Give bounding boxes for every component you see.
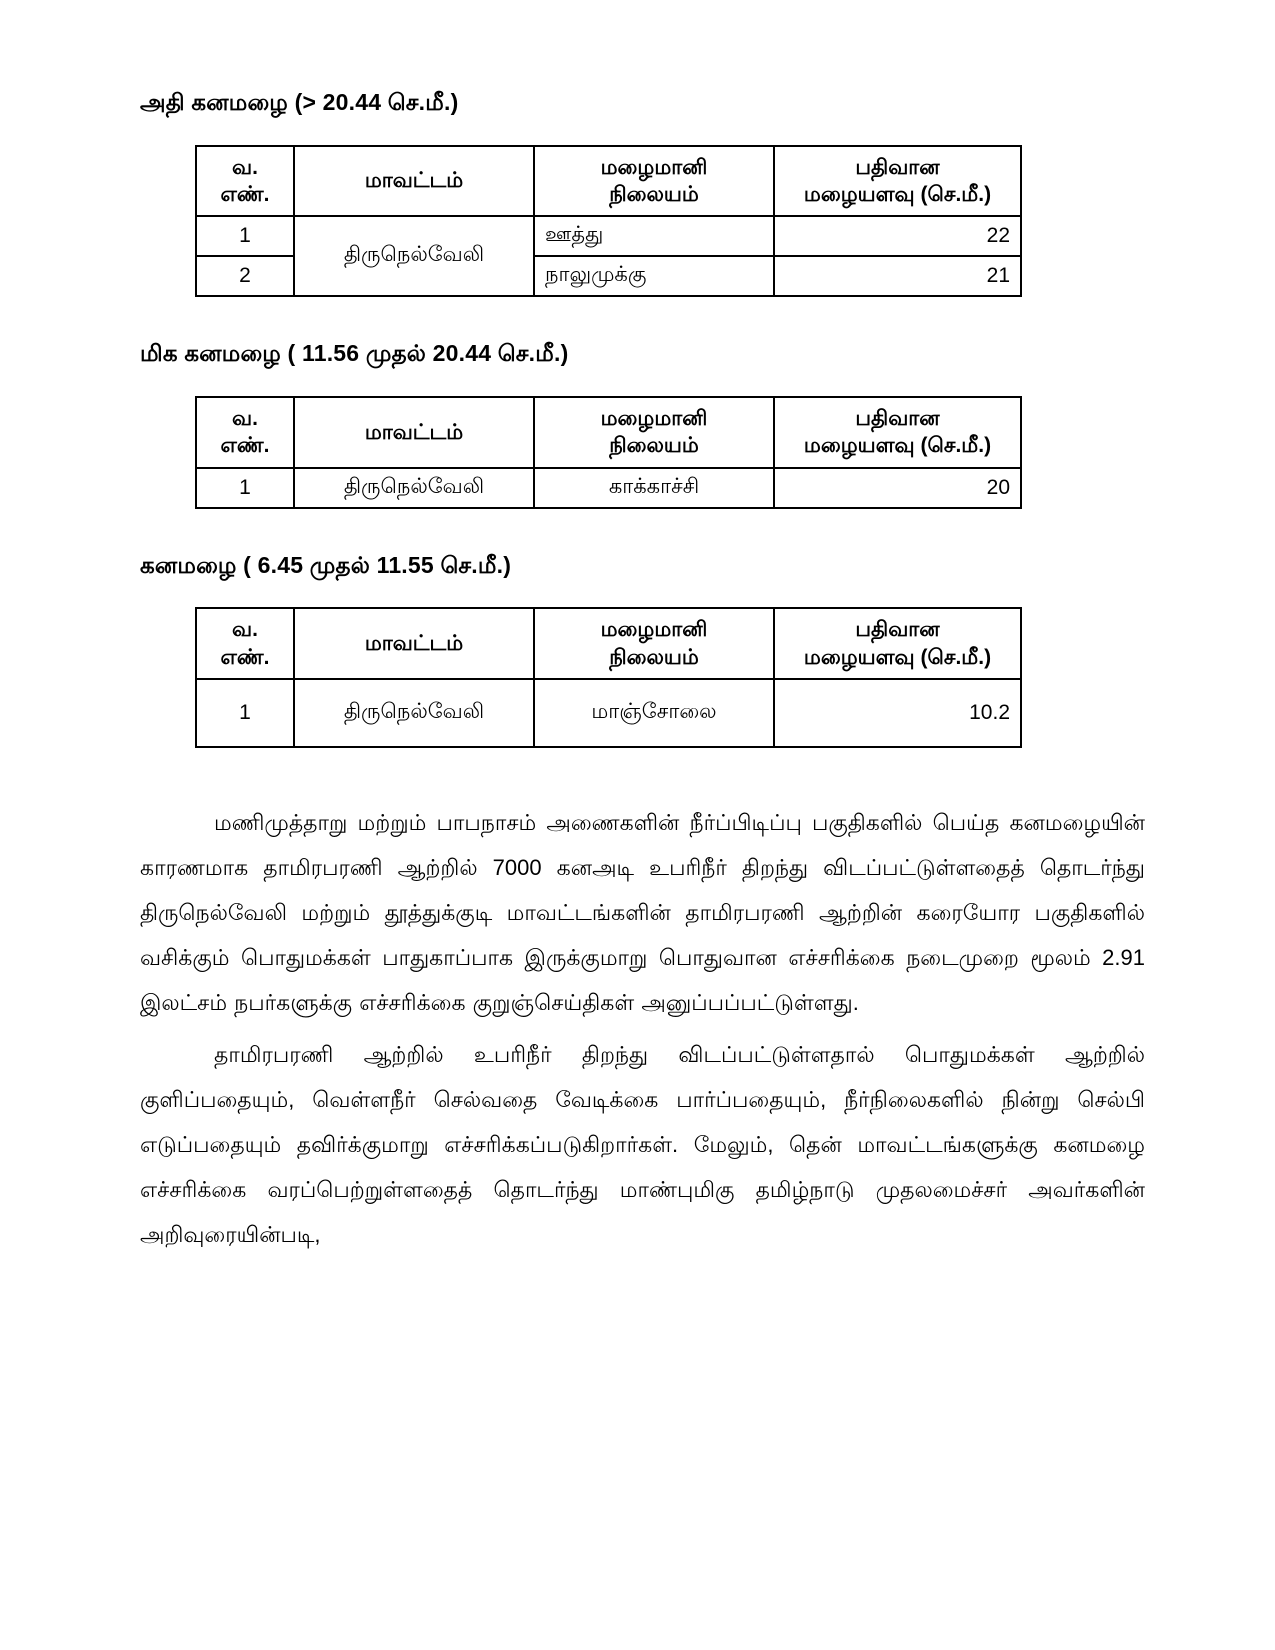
header-district: மாவட்டம் [294,397,534,468]
header-station [534,608,774,679]
cell-serial-number: 2 [196,256,294,296]
paragraph-surplus-water-release [140,800,1145,1025]
header-station-line2: நிலையம் [609,183,699,207]
section-heading-extremely-heavy-rain: அதி கனமழை (> 20.44 செ.மீ.) [140,89,459,115]
rainfall-table-heavy [195,607,1022,748]
header-serial-number [196,146,294,217]
header-amount-line1: பதிவான [855,618,940,642]
table-row [196,679,1021,747]
cell-district: திருநெல்வேலி [294,468,534,508]
cell-rainfall-amount: 10.2 [774,679,1021,747]
header-serial-line2: எண். [220,183,270,207]
cell-serial-number: 1 [196,216,294,256]
paragraph-surplus-water-release-text: மணிமுத்தாறு மற்றும் பாபநாசம் அணைகளின் நீர்ப்பிடிப்பு பகுதிகளில் பெய்த கனமழையின் காரணமாக தாமிரபரணி ஆற்றில் 7000 கனஅடி உபரிநீர் திறந்து விடப்பட்டுள்ளதைத் தொடர்ந்து திருநெல்வேலி மற்றும் தூத்துக்குடி மாவட்டங்களின் தாமிரபரணி ஆற்றின் கரையோர பகுதிகளில் வசிக்கும் பொதுமக்கள் பாதுகாப்பாக இருக்குமாறு பொதுவான எச்சரிக்கை நடைமுறை மூலம் 2.91 இலட்சம் நபர்களுக்கு எச்சரிக்கை குறுஞ்செய்திகள் அனுப்பப்பட்டுள்ளது. [140,810,1145,1016]
header-serial-number [196,397,294,468]
paragraph-public-warning-text: தாமிரபரணி ஆற்றில் உபரிநீர் திறந்து விடப்பட்டுள்ளதால் பொதுமக்கள் ஆற்றில் குளிப்பதையும், வெள்ளநீர் செல்வதை வேடிக்கை பார்ப்பதையும், நீர்நிலைகளில் நின்று செல்பி எடுப்பதையும் தவிர்க்குமாறு எச்சரிக்கப்படுகிறார்கள். மேலும், தென் மாவட்டங்களுக்கு கனமழை எச்சரிக்கை வரப்பெற்றுள்ளதைத் தொடர்ந்து மாண்புமிகு தமிழ்நாடு முதலமைச்சர் அவர்களின் அறிவுரையின்படி, [140,1041,1145,1247]
cell-district: திருநெல்வேலி [294,679,534,747]
header-station-line2: நிலையம் [609,434,699,458]
header-rainfall-amount [774,146,1021,217]
header-amount-line1: பதிவான [855,155,940,179]
header-station-line1: மழைமானி [600,618,708,642]
cell-station: மாஞ்சோலை [534,679,774,747]
header-serial-line1: வ. [232,618,258,642]
section-heading-heavy-rain: கனமழை ( 6.45 முதல் 11.55 செ.மீ.) [140,551,512,578]
header-district: மாவட்டம் [294,608,534,679]
header-amount-line1: பதிவான [855,407,940,431]
cell-serial-number: 1 [196,679,294,747]
rainfall-table-extremely-heavy [195,145,1022,298]
header-district: மாவட்டம் [294,146,534,217]
header-serial-line1: வ. [232,407,258,431]
cell-rainfall-amount: 20 [774,468,1021,508]
cell-station: நாலுமுக்கு [534,256,774,296]
header-station [534,397,774,468]
table-header-row [196,397,1021,468]
header-rainfall-amount [774,397,1021,468]
header-station-line2: நிலையம் [609,645,699,669]
header-station-line1: மழைமானி [600,155,708,179]
table-row [196,468,1021,508]
header-amount-line2: மழையளவு (செ.மீ.) [803,434,992,458]
header-serial-line2: எண். [220,645,270,669]
cell-station: ஊத்து [534,216,774,256]
header-station-line1: மழைமானி [600,407,708,431]
cell-district: திருநெல்வேலி [294,216,534,296]
header-serial-line2: எண். [220,434,270,458]
header-serial-line1: வ. [232,155,258,179]
table-row [196,216,1021,256]
paragraph-public-warning [140,1032,1145,1257]
cell-rainfall-amount: 21 [774,256,1021,296]
rainfall-table-very-heavy [195,396,1022,509]
section-heading-very-heavy-rain: மிக கனமழை ( 11.56 முதல் 20.44 செ.மீ.) [140,340,569,367]
cell-station: காக்காச்சி [534,468,774,508]
header-amount-line2: மழையளவு (செ.மீ.) [803,645,992,669]
table-header-row [196,146,1021,217]
header-serial-number [196,608,294,679]
header-station [534,146,774,217]
header-rainfall-amount [774,608,1021,679]
cell-serial-number: 1 [196,468,294,508]
table-header-row [196,608,1021,679]
cell-rainfall-amount: 22 [774,216,1021,256]
header-amount-line2: மழையளவு (செ.மீ.) [803,183,992,207]
